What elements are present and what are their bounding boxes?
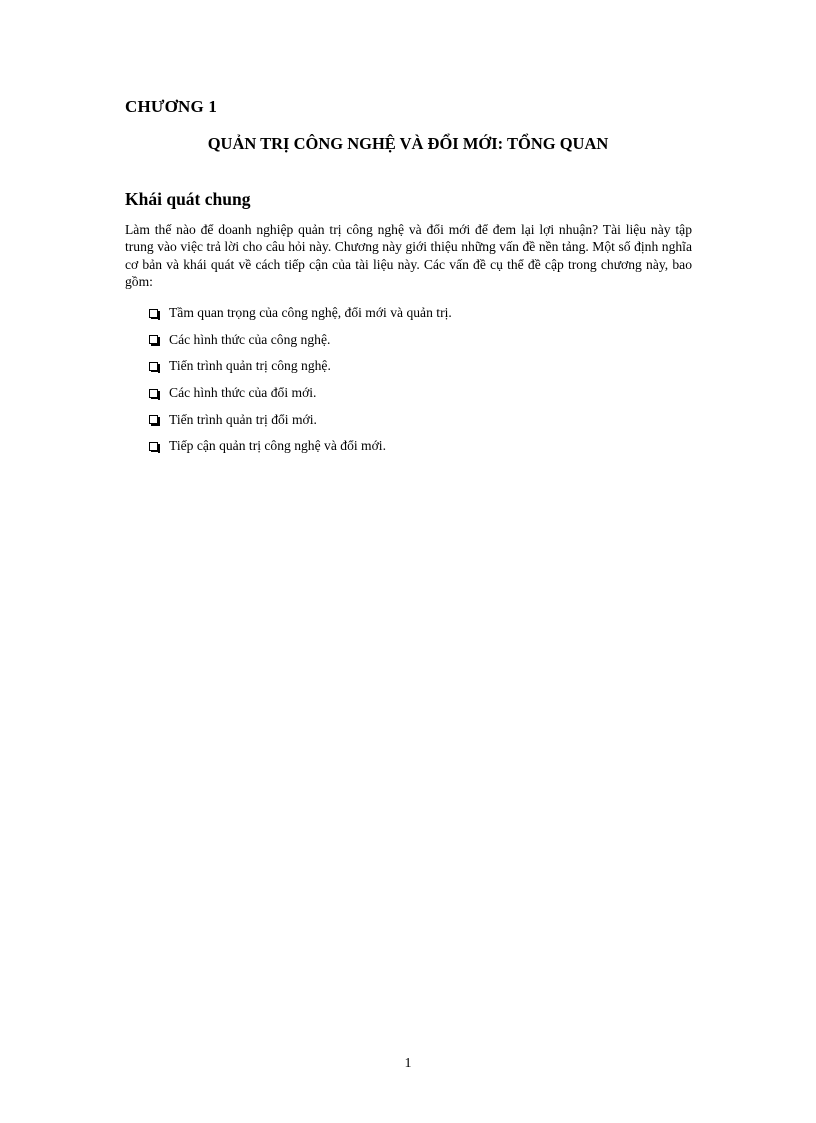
section-heading: Khái quát chung xyxy=(125,189,251,209)
list-item xyxy=(149,327,452,354)
intro-paragraph: Làm thế nào để doanh nghiệp quản trị công nghệ và đổi mới để đem lại lợi nhuận? Tài liệu này tập trung vào việc trả lời cho câu hỏi này. Chương này giới thiệu những vấn đề nền tảng. Một số định nghĩa cơ bản và khái quát về cách tiếp cận của tài liệu này. Các vấn đề cụ thể đề cập trong chương này, bao gồm: xyxy=(125,222,692,289)
list-item-text: Các hình thức của công nghệ. xyxy=(169,331,331,347)
chapter-label: CHƯƠNG 1 xyxy=(125,97,218,116)
list-item xyxy=(149,300,452,327)
list-item-text: Tiến trình quản trị đổi mới. xyxy=(169,411,317,427)
topic-list xyxy=(149,300,452,460)
list-item-text: Tiếp cận quản trị công nghệ và đổi mới. xyxy=(169,438,386,454)
checkbox-bullet-icon xyxy=(149,309,158,318)
checkbox-bullet-icon xyxy=(149,415,158,424)
list-item xyxy=(149,353,452,380)
chapter-title: QUẢN TRỊ CÔNG NGHỆ VÀ ĐỔI MỚI: TỔNG QUAN xyxy=(207,134,609,153)
page-number: 1 xyxy=(404,1056,412,1071)
list-item xyxy=(149,433,452,460)
list-item xyxy=(149,406,452,433)
checkbox-bullet-icon xyxy=(149,389,158,398)
list-item-text: Các hình thức của đổi mới. xyxy=(169,385,317,401)
checkbox-bullet-icon xyxy=(149,335,158,344)
checkbox-bullet-icon xyxy=(149,442,158,451)
list-item-text: Tiến trình quản trị công nghệ. xyxy=(169,358,331,374)
list-item-text: Tầm quan trọng của công nghệ, đổi mới và quản trị. xyxy=(169,305,452,321)
list-item xyxy=(149,380,452,407)
checkbox-bullet-icon xyxy=(149,362,158,371)
